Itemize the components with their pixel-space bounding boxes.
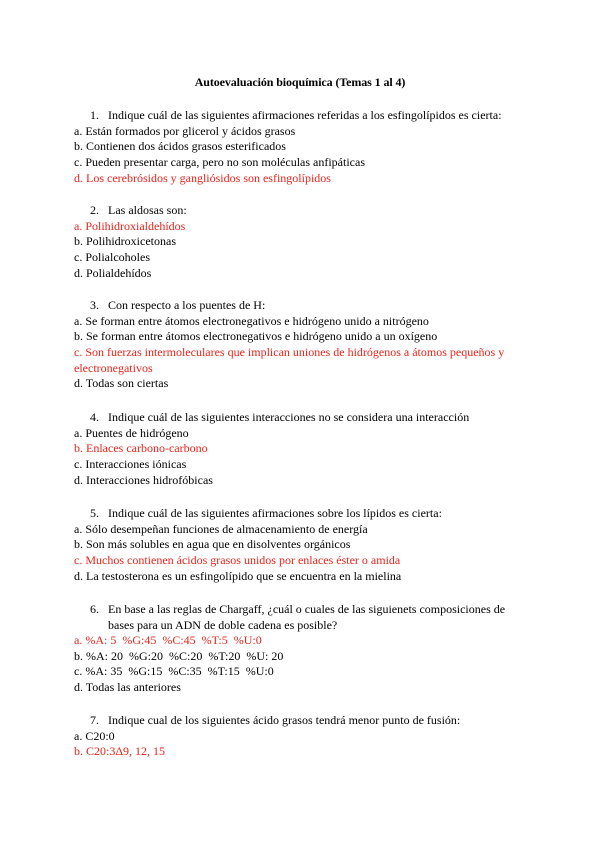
question-1	[0, 108, 600, 186]
option-a: a. Puentes de hidrógeno	[74, 425, 189, 440]
option-d-correct: d. Los cerebrósidos y gangliósidos son esfingolípidos	[74, 170, 331, 185]
question-5	[0, 506, 600, 584]
option-b: b. Polihidroxicetonas	[74, 234, 176, 249]
question-stem: Indique cuál de las siguientes interacciones no se considera una interacción	[108, 410, 470, 424]
question-stem: Las aldosas son:	[108, 203, 187, 217]
option-a: a. Se forman entre átomos electronegativos e hidrógeno unido a nitrógeno	[74, 313, 429, 328]
option-c: c. %A: 35 %G:15 %C:35 %T:15 %U:0	[74, 664, 274, 679]
option-c: c. Interacciones iónicas	[74, 456, 187, 471]
question-2	[0, 203, 600, 281]
question-7	[0, 713, 600, 760]
option-c-correct: c. Muchos contienen ácidos grasos unidos por enlaces éster o amida	[74, 552, 401, 567]
option-d: d. Todas son ciertas	[74, 376, 169, 391]
question-4	[0, 410, 600, 488]
document-title: Autoevaluación bioquímica (Temas 1 al 4)	[194, 75, 406, 89]
question-stem: Indique cuál de las siguientes afirmaciones referidas a los esfingolípidos es cierta:	[108, 108, 502, 122]
question-number: 1.	[90, 108, 99, 122]
option-b-correct: b. C20:3Δ9, 12, 15	[74, 744, 166, 759]
question-stem: Indique cuál de las siguientes afirmaciones sobre los lípidos es cierta:	[108, 506, 442, 520]
question-text	[0, 410, 600, 426]
question-text	[0, 203, 600, 219]
question-3	[0, 298, 600, 392]
question-stem: Indique cual de los siguientes ácido grasos tendrá menor punto de fusión:	[108, 713, 461, 727]
question-text	[0, 108, 600, 124]
option-c-correct: c. Son fuerzas intermoleculares que implican uniones de hidrógenos a átomos pequeños y electronegativos	[74, 344, 505, 375]
option-b: b. Se forman entre átomos electronegativos e hidrógeno unido a un oxígeno	[74, 329, 438, 344]
option-d: d. Polialdehídos	[74, 265, 152, 280]
option-c: c. Pueden presentar carga, pero no son moléculas anfipáticas	[74, 154, 365, 169]
option-d: d. Interacciones hidrofóbicas	[74, 472, 213, 487]
option-d: d. Todas las anteriores	[74, 680, 181, 695]
question-number: 5.	[90, 506, 99, 520]
option-d: d. La testosterona es un esfingolípido que se encuentra en la mielina	[74, 568, 402, 583]
question-text	[0, 298, 600, 314]
question-number: 4.	[90, 410, 99, 424]
option-a: a. Están formados por glicerol y ácidos grasos	[74, 123, 296, 138]
question-6	[0, 602, 600, 696]
option-b: b. Son más solubles en agua que en disolventes orgánicos	[74, 537, 351, 552]
question-text	[0, 506, 600, 522]
question-number: 6.	[90, 602, 99, 616]
option-a-correct: a. %A: 5 %G:45 %C:45 %T:5 %U:0	[74, 633, 262, 647]
option-b-correct: b. Enlaces carbono-carbono	[74, 441, 208, 456]
question-text	[0, 713, 600, 729]
question-stem: En base a las reglas de Chargaff, ¿cuál o cuales de las siguienets composiciones de bases para un ADN de doble cadena es posible?	[108, 602, 506, 632]
question-number: 7.	[90, 713, 99, 727]
option-b: b. Contienen dos ácidos grasos esterificados	[74, 139, 286, 154]
question-number: 3.	[90, 298, 99, 312]
question-number: 2.	[90, 203, 99, 217]
question-stem: Con respecto a los puentes de H:	[108, 298, 266, 312]
option-a: a. Sólo desempeñan funciones de almacenamiento de energía	[74, 521, 368, 536]
option-a: a. C20:0	[74, 728, 115, 743]
option-b: b. %A: 20 %G:20 %C:20 %T:20 %U: 20	[74, 648, 284, 663]
option-a-correct: a. Polihidroxialdehídos	[74, 218, 186, 233]
question-text	[0, 602, 600, 633]
option-c: c. Polialcoholes	[74, 249, 150, 264]
